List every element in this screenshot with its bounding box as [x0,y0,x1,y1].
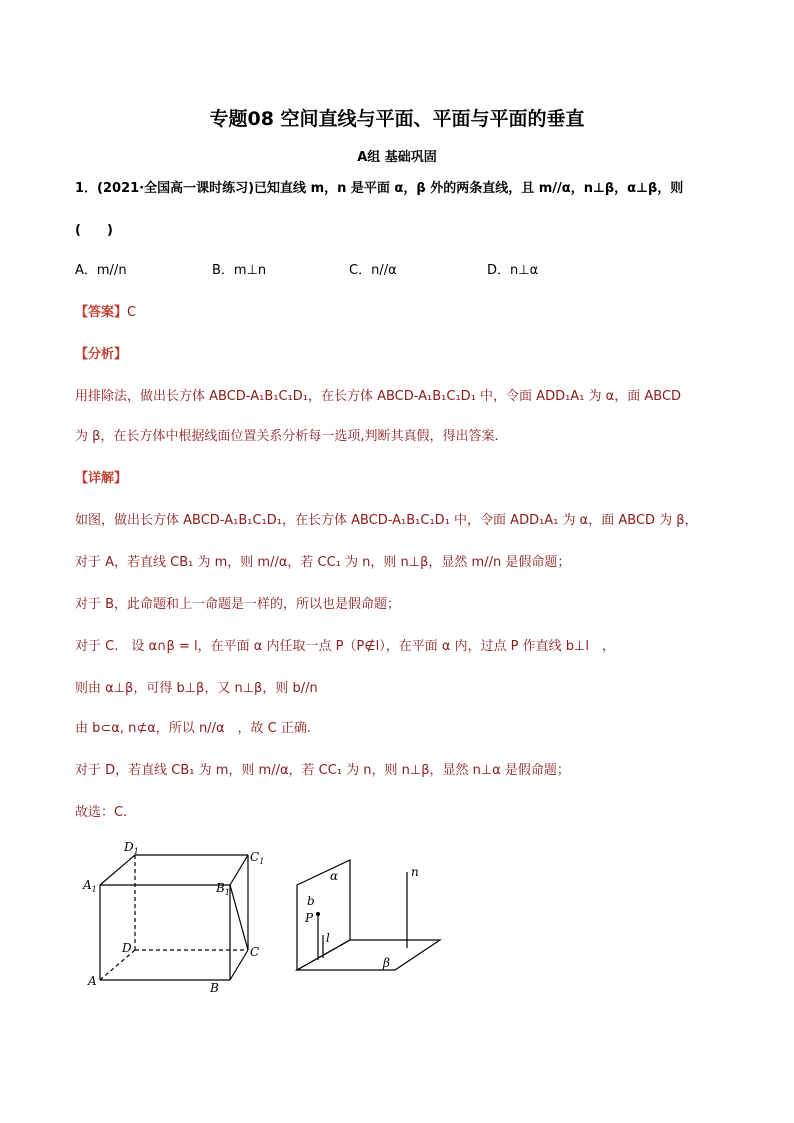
point-p [316,912,320,916]
label-l: l [326,931,330,945]
label-b1: $B_1$ [216,881,230,897]
label-a: A [88,974,97,988]
detail-line-2: 对于 A，若直线 CB₁ 为 m，则 m//α，若 CC₁ 为 n，则 n⊥β，显然 m//n 是假命题； [75,555,571,570]
detail-label: 【详解】 [75,471,128,486]
analysis-line-1: 用排除法，做出长方体 ABCD-A₁B₁C₁D₁，在长方体 ABCD-A₁B₁C₁D₁ 中，令面 ADD₁A₁ 为 α，面 ABCD [75,389,682,404]
question-paren: ( ) [75,223,113,238]
label-c: C [250,945,260,959]
label-b-line: b [307,894,315,908]
label-n: n [411,865,419,879]
page-title: 专题08 空间直线与平面、平面与平面的垂直 [209,108,585,130]
option-c: C．n//α [349,263,397,278]
option-b: B．m⊥n [212,263,267,278]
label-beta: β [383,956,390,970]
label-d: D [122,941,132,955]
label-a1: $A_1$ [83,878,97,894]
detail-line-7: 对于 D，若直线 CB₁ 为 m，则 m//α，若 CC₁ 为 n，则 n⊥β，显然 n⊥α 是假命题； [75,763,570,778]
answer-value: C [127,305,137,320]
edge-b1c1 [230,855,248,885]
analysis-line-2: 为 β，在长方体中根据线面位置关系分析每一选项,判断其真假，得出答案. [75,429,499,444]
question-stem: 1．(2021·全国高一课时练习)已知直线 m，n 是平面 α，β 外的两条直线，且 m//α，n⊥β，α⊥β，则 [75,181,684,196]
options-row [75,262,635,280]
detail-line-5: 则由 α⊥β，可得 b⊥β，又 n⊥β，则 b//n [75,681,318,696]
edge-b1c [230,885,248,950]
answer-label: 【答案】 [75,305,128,320]
option-a: A．m//n [75,263,127,278]
option-d: D．n⊥α [487,263,539,278]
detail-line-4: 对于 C. 设 α∩β = l，在平面 α 内任取一点 P（P∉l），在平面 α 内，过点 P 作直线 b⊥l ， [75,639,615,654]
detail-line-1: 如图，做出长方体 ABCD-A₁B₁C₁D₁，在长方体 ABCD-A₁B₁C₁D₁ 中，令面 ADD₁A₁ 为 α，面 ABCD 为 β， [75,513,698,528]
detail-line-6: 由 b⊂α, n⊄α，所以 n//α ，故 C 正确. [75,721,311,736]
planes-figure [285,850,450,985]
detail-line-8: 故选：C. [75,805,128,820]
section-heading: A组 基础巩固 [357,150,437,165]
cuboid-figure [80,835,270,1000]
label-p: P [305,911,314,925]
label-d1: $D_1$ [124,840,139,856]
label-alpha: α [330,869,339,883]
answer-line [75,304,136,322]
detail-line-3: 对于 B，此命题和上一命题是一样的，所以也是假命题； [75,597,401,612]
label-b: B [210,981,219,995]
label-c1: $C_1$ [250,850,265,866]
edge-a1d1 [100,855,135,885]
analysis-label: 【分析】 [75,347,128,362]
edge-bc [230,950,248,980]
